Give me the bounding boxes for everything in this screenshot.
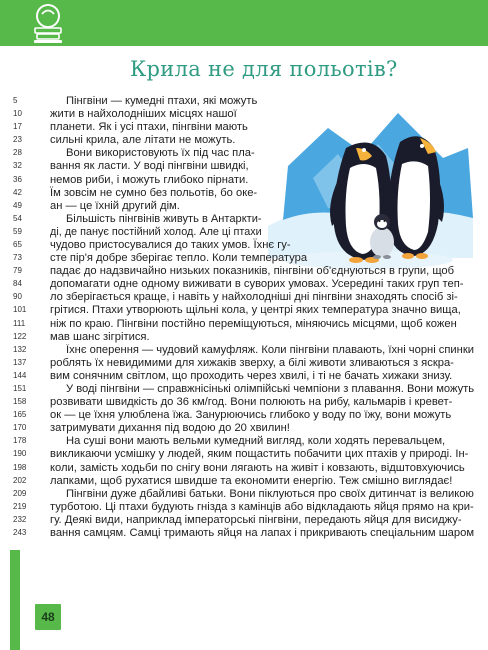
line-number: 111 (13, 318, 26, 328)
text-line: ді, де панує постійний холод. Але ці птахи (50, 225, 262, 238)
text-line: жити в найхолодніших місцях нашої (50, 108, 237, 121)
line-number: 190 (13, 449, 27, 459)
text-line: вання як ласти. У воді пінгвіни швидкі, (50, 160, 249, 173)
text-line: ан — це їхній другий дім. (50, 199, 180, 212)
line-number: 54 (13, 213, 22, 223)
line-number: 32 (13, 161, 22, 171)
text-line: турботою. Ці птахи будують гнізда з камінців або відкладають яйця прямо на кри- (50, 500, 474, 513)
line-number: 59 (13, 226, 22, 236)
text-line: Їхнє оперення — чудовий камуфляж. Коли пінгвіни плавають, їхні чорні спинки (66, 343, 474, 356)
text-line: викликаючи усмішку у людей, яким пощастить побачити цих птахів у природі. Ін- (50, 448, 469, 461)
line-number: 209 (13, 488, 27, 498)
line-number: 170 (13, 423, 27, 433)
page-number: 48 (35, 604, 61, 630)
text-line: ло зберігається краще, і навіть у найхолодніші дні пінгвіни знаходять спосіб зі- (50, 291, 458, 304)
line-number: 178 (13, 436, 27, 446)
line-number: 151 (13, 383, 27, 393)
line-number: 79 (13, 266, 22, 276)
text-line: коли, замість ходьби по снігу вони лягають на живіт і ковзають, відштовхуючись (50, 461, 465, 474)
text-line: ок — це їхня улюблена їжа. Занурюючись глибоко у воду по їжу, вони можуть (50, 409, 452, 422)
text-line: планети. Як і усі птахи, пінгвіни мають (50, 121, 248, 134)
text-line: сте пір'я добре зберігає тепло. Коли температура (50, 252, 308, 265)
line-number: 73 (13, 253, 22, 263)
text-line: падає до надзвичайно низьких показників, пінгвіни об'єднуються в групи, щоб (50, 265, 455, 278)
page-title: Крила не для польотів? (130, 57, 398, 81)
line-number: 165 (13, 410, 27, 420)
text-line: сильні крила, але літати не можуть. (50, 134, 236, 147)
line-number: 198 (13, 462, 27, 472)
line-number: 137 (13, 357, 27, 367)
line-number: 5 (13, 96, 18, 105)
line-number: 23 (13, 135, 22, 145)
text-line: Їм зовсім не сумно без польотів, бо оке- (50, 186, 258, 199)
top-bar (0, 0, 488, 46)
text-line: На суші вони мають вельми кумедний вигляд, коли ходять перевальцем, (66, 435, 446, 448)
text-line: роблять їх невидимими для хижаків зверху, а білі животи зливаються з яскра- (50, 356, 454, 369)
text-line: мав шанс зігрітися. (50, 330, 150, 343)
line-number: 42 (13, 187, 22, 197)
text-line: лапками, щоб рухатися швидше та економити енергію. Теж смішно виглядає! (50, 474, 453, 487)
text-line: гу. Деякі види, наприклад імператорські пінгвіни, передають яйця для висиджу- (50, 513, 462, 526)
text-line: Пінгвіни дуже дбайливі батьки. Вони піклуються про своїх дитинчат із великою (66, 487, 474, 500)
text-line: Більшість пінгвінів живуть в Антаркти- (66, 212, 262, 225)
text-line: Пінгвіни — кумедні птахи, які можуть (66, 95, 258, 107)
line-number: 36 (13, 174, 22, 184)
text-line: вим сонячним світлом, що проходить через хвилі, і ті не бачать хижаки знизу. (50, 369, 453, 382)
line-number: 84 (13, 279, 22, 289)
line-number: 90 (13, 292, 22, 302)
text-line: чудово пристосувалися до таких умов. Їхнє гу- (50, 238, 291, 251)
text-line: грітися. Птахи утворюють щільні кола, у центрі яких температура значно вища, (50, 304, 461, 317)
line-number: 232 (13, 514, 27, 524)
line-number: 122 (13, 331, 27, 341)
line-number: 202 (13, 475, 27, 485)
line-number: 10 (13, 109, 22, 119)
text-line: ніж по краю. Пінгвіни постійно переміщуються, міняючись місцями, щоб кожен (50, 317, 457, 330)
line-number: 17 (13, 122, 22, 132)
line-number: 65 (13, 239, 22, 249)
side-strip (10, 550, 20, 650)
line-number: 28 (13, 148, 22, 158)
text-line: розвивати швидкість до 36 км/год. Вони полюють на рибу, кальмарів і кревет- (50, 396, 453, 409)
books-icon (28, 2, 68, 44)
line-number: 219 (13, 501, 27, 511)
line-number: 243 (13, 527, 27, 537)
text-line: Вони використовують їх під час пла- (66, 147, 255, 160)
text-line: немов риби, і можуть глибоко пірнати. (50, 173, 249, 186)
text-line: вання самцям. Самці тримають яйця на лапах і прикривають спеціальним шаром (50, 526, 475, 539)
line-number: 132 (13, 344, 27, 354)
line-number: 158 (13, 397, 27, 407)
text-line: допомагати одне одному виживати в суворих умовах. Усередині таких груп теп- (50, 278, 464, 291)
text-line: У воді пінгвіни — справжнісінькі олімпійські чемпіони з плавання. Вони можуть (66, 382, 475, 395)
line-number: 49 (13, 200, 22, 210)
text-line: затримувати дихання під водою до 20 хвилин! (50, 422, 290, 435)
line-number: 101 (13, 305, 27, 315)
line-number: 144 (13, 370, 27, 380)
